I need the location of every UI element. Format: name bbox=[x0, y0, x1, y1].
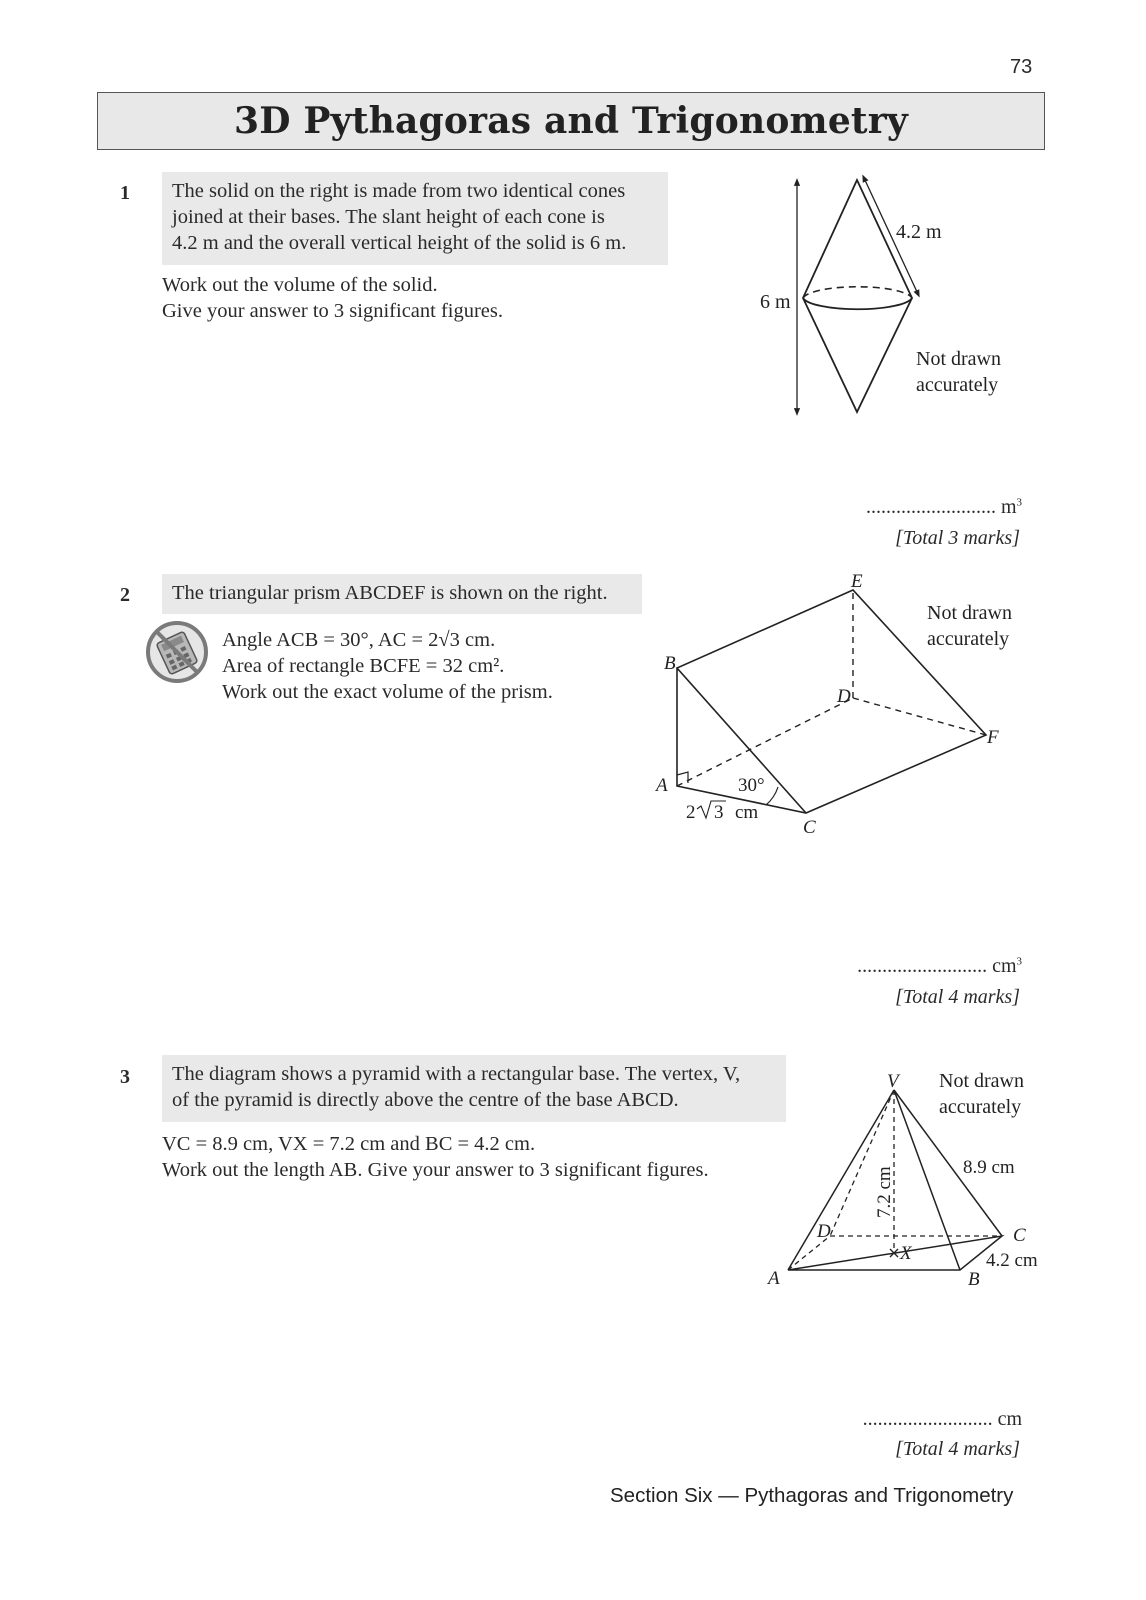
question-3-answer-line bbox=[780, 1408, 1022, 1431]
title-box bbox=[97, 92, 1045, 150]
question-1-number: 1 bbox=[120, 182, 130, 204]
question-1-box-line: The solid on the right is made from two identical cones bbox=[172, 180, 626, 202]
question-3-marks: [Total 4 marks] bbox=[895, 1438, 1020, 1460]
cone-base-back bbox=[803, 287, 912, 298]
bc-label: 4.2 cm bbox=[986, 1250, 1038, 1271]
triangular-prism-diagram bbox=[640, 565, 1040, 845]
question-3-line: VC = 8.9 cm, VX = 7.2 cm and BC = 4.2 cm. bbox=[162, 1133, 536, 1155]
answer-unit: cm bbox=[992, 955, 1017, 977]
double-cone-diagram bbox=[750, 170, 1040, 420]
vertex-b: B bbox=[664, 653, 676, 674]
question-2-text bbox=[222, 627, 553, 705]
not-drawn-note: accurately bbox=[916, 374, 999, 396]
not-drawn-note: Not drawn bbox=[927, 602, 1012, 624]
question-1-box bbox=[162, 172, 668, 265]
vertex-c: C bbox=[1013, 1225, 1026, 1246]
vertex-a: A bbox=[656, 775, 668, 796]
question-3-box-line: of the pyramid is directly above the centre of the base ABCD. bbox=[172, 1089, 679, 1111]
vertex-f: F bbox=[987, 727, 999, 748]
pyramid-diagram bbox=[760, 1060, 1050, 1295]
not-drawn-note: accurately bbox=[927, 628, 1010, 650]
vertex-b: B bbox=[968, 1269, 980, 1290]
vertex-x: X bbox=[900, 1243, 912, 1264]
vc-label: 8.9 cm bbox=[963, 1157, 1015, 1178]
vertex-d: D bbox=[817, 1221, 831, 1242]
length-unit: cm bbox=[735, 802, 759, 823]
answer-unit: m bbox=[1000, 496, 1017, 518]
slant-label: 4.2 m bbox=[896, 221, 942, 243]
question-2-box-line: The triangular prism ABCDEF is shown on the right. bbox=[172, 582, 608, 604]
no-calculator-icon bbox=[145, 620, 209, 684]
right-angle-mark bbox=[677, 772, 688, 783]
question-3-number: 3 bbox=[120, 1066, 130, 1088]
page-number: 73 bbox=[1010, 56, 1033, 78]
question-2-line: Area of rectangle BCFE = 32 cm². bbox=[222, 655, 505, 677]
question-3-text bbox=[162, 1131, 709, 1183]
section-footer: Section Six — Pythagoras and Trigonometry bbox=[610, 1484, 1014, 1507]
question-2-line: Work out the exact volume of the prism. bbox=[222, 681, 553, 703]
not-drawn-note: Not drawn bbox=[916, 348, 1001, 370]
not-drawn-note: accurately bbox=[939, 1096, 1022, 1118]
vertex-a: A bbox=[768, 1268, 780, 1289]
question-3-line: Work out the length AB. Give your answer to 3 significant figures. bbox=[162, 1159, 709, 1181]
height-label: 6 m bbox=[760, 291, 791, 313]
question-1-box-line: 4.2 m and the overall vertical height of the solid is 6 m. bbox=[172, 232, 627, 254]
question-1-line: Give your answer to 3 significant figures. bbox=[162, 300, 504, 322]
page-title: 3D Pythagoras and Trigonometry bbox=[233, 100, 909, 142]
question-2-line: Angle ACB = 30°, AC = 2√3 cm. bbox=[222, 629, 496, 651]
question-1-box-line: joined at their bases. The slant height of each cone is bbox=[172, 206, 605, 228]
question-1-line: Work out the volume of the solid. bbox=[162, 274, 438, 296]
cone-outline bbox=[803, 180, 912, 412]
question-1-text bbox=[162, 272, 503, 324]
answer-unit-sup: 3 bbox=[1016, 496, 1022, 509]
question-3-box-line: The diagram shows a pyramid with a rectangular base. The vertex, V, bbox=[172, 1063, 741, 1085]
question-3-box bbox=[162, 1055, 786, 1122]
angle-label: 30° bbox=[738, 775, 765, 796]
vertex-c: C bbox=[803, 817, 816, 838]
question-1-marks: [Total 3 marks] bbox=[895, 527, 1020, 549]
length-rad: 3 bbox=[714, 802, 724, 823]
answer-dots: .......................... bbox=[862, 1408, 993, 1430]
question-1-answer-line bbox=[780, 496, 1022, 519]
question-2-answer-line bbox=[780, 955, 1022, 978]
question-2-box bbox=[162, 574, 642, 614]
angle-arc bbox=[766, 787, 778, 805]
hidden-edge-df bbox=[853, 698, 986, 735]
question-2-number: 2 bbox=[120, 584, 130, 606]
question-2-marks: [Total 4 marks] bbox=[895, 986, 1020, 1008]
hidden-edge-ad bbox=[677, 698, 853, 786]
answer-unit-sup: 3 bbox=[1016, 955, 1022, 968]
vertex-v: V bbox=[887, 1071, 899, 1092]
not-drawn-note: Not drawn bbox=[939, 1070, 1024, 1092]
cone-base-front bbox=[803, 298, 912, 309]
answer-unit: cm bbox=[997, 1408, 1022, 1430]
answer-dots: .......................... bbox=[865, 496, 996, 518]
answer-dots: .......................... bbox=[857, 955, 988, 977]
length-coef: 2 bbox=[686, 802, 696, 823]
vertex-d: D bbox=[837, 686, 851, 707]
vx-label: 7.2 cm bbox=[874, 1166, 895, 1218]
vertex-e: E bbox=[851, 571, 863, 592]
